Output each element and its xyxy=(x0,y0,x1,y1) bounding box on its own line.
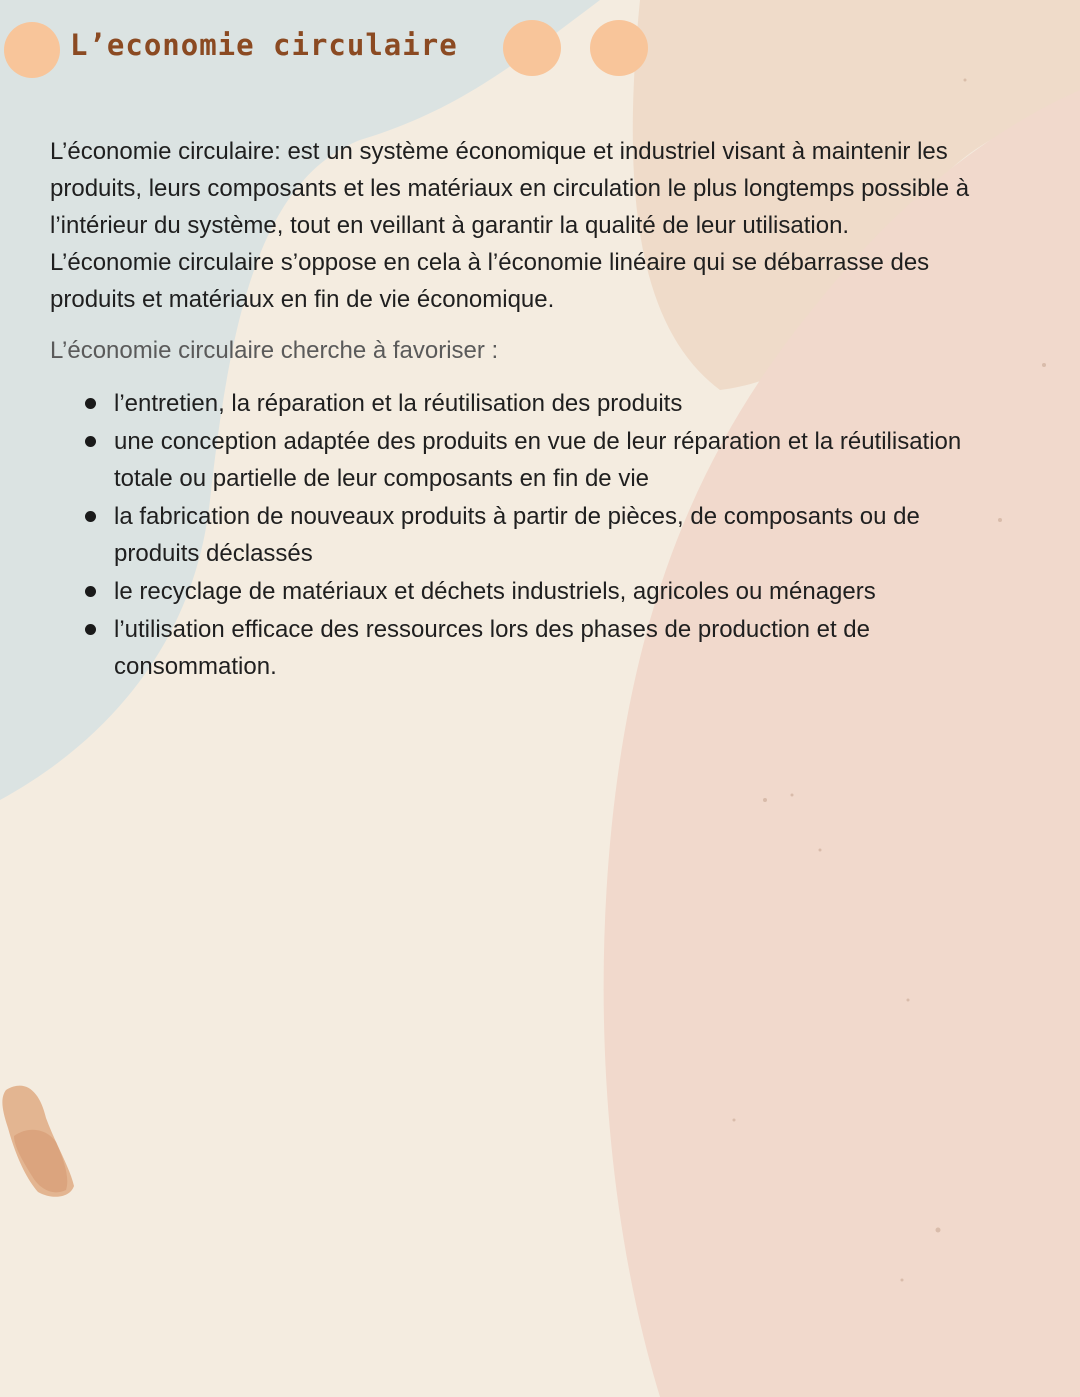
list-item xyxy=(50,611,1050,685)
decorative-dot xyxy=(503,20,561,76)
definition-line: produits, leurs composants et les matériaux en circulation le plus longtemps possible à xyxy=(50,175,970,202)
definition-line: l’intérieur du système, tout en veillant à garantir la qualité de leur utilisation. xyxy=(50,212,850,239)
page-title: L’economie circulaire xyxy=(70,28,458,62)
bullet-list xyxy=(50,385,1050,685)
bullet-icon xyxy=(85,511,96,522)
list-item-text: produits déclassés xyxy=(114,540,313,567)
list-item-text: la fabrication de nouveaux produits à partir de pièces, de composants ou de xyxy=(114,503,920,530)
decorative-dot xyxy=(590,20,648,76)
list-item-text: une conception adaptée des produits en vue de leur réparation et la réutilisation xyxy=(114,428,962,455)
list-item-text: le recyclage de matériaux et déchets industriels, agricoles ou ménagers xyxy=(114,578,876,605)
definition-line: L’économie circulaire: est un système économique et industriel visant à maintenir les xyxy=(50,138,948,165)
bullet-icon xyxy=(85,436,96,447)
definition-line: L’économie circulaire s’oppose en cela à l’économie linéaire qui se débarrasse des xyxy=(50,249,930,276)
list-item xyxy=(50,423,1050,497)
list-item-text: consommation. xyxy=(114,653,277,680)
list-intro: L’économie circulaire cherche à favoriser : xyxy=(50,337,499,364)
bullet-icon xyxy=(85,586,96,597)
main-content xyxy=(50,133,1050,686)
definition-line: produits et matériaux en fin de vie économique. xyxy=(50,286,555,313)
bullet-icon xyxy=(85,624,96,635)
definition-paragraph xyxy=(50,133,1050,318)
list-item-text: l’utilisation efficace des ressources lors des phases de production et de xyxy=(114,616,870,643)
list-item-text: totale ou partielle de leur composants en fin de vie xyxy=(114,465,649,492)
bullet-icon xyxy=(85,398,96,409)
list-item xyxy=(50,498,1050,572)
list-item-text: l’entretien, la réparation et la réutilisation des produits xyxy=(114,390,683,417)
list-item xyxy=(50,385,1050,422)
decorative-dot xyxy=(4,22,60,78)
list-item xyxy=(50,573,1050,610)
